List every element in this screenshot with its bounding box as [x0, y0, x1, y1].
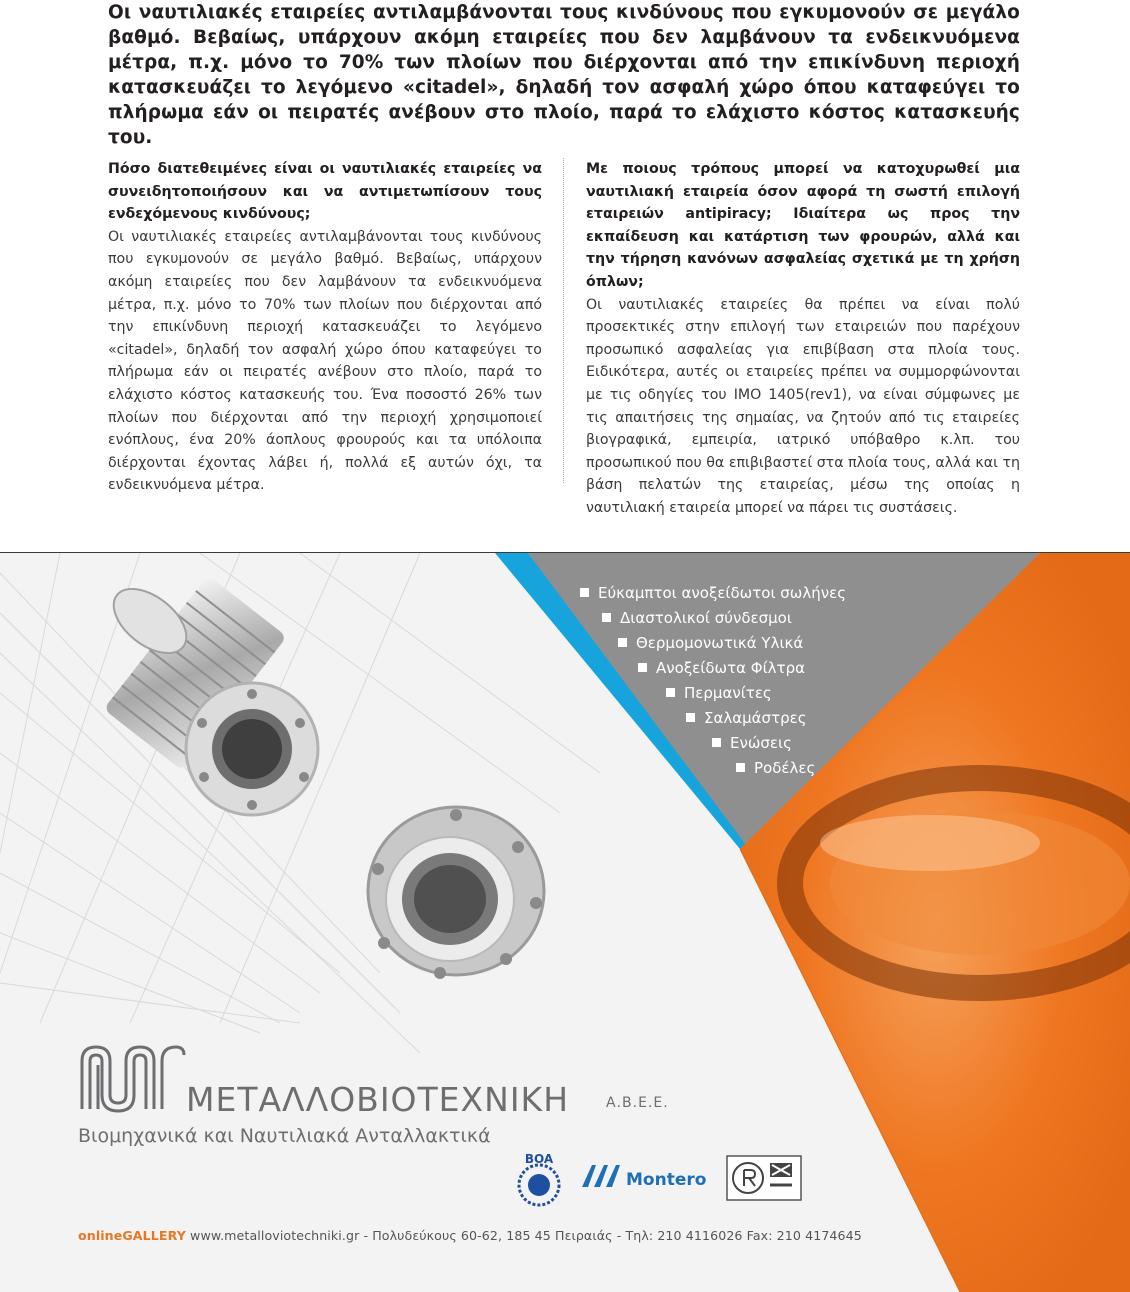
right-column: [586, 158, 1020, 520]
product-list: [0, 553, 1130, 793]
left-column: [108, 158, 542, 497]
product-item: Σαλαμάστρες: [686, 708, 807, 728]
bullet-icon: [580, 588, 589, 597]
svg-text:BOA: BOA: [524, 1152, 554, 1166]
bullet-icon: [618, 638, 627, 647]
column-divider: [563, 158, 564, 483]
product-item: Ανοξείδωτα Φίλτρα: [638, 658, 805, 678]
product-item: Διαστολικοί σύνδεσμοι: [602, 608, 792, 628]
bullet-icon: [638, 663, 647, 672]
montero-label: Montero: [626, 1170, 707, 1190]
footer-gallery: onlineGALLERY: [78, 1228, 186, 1243]
bullet-icon: [712, 738, 721, 747]
advertisement: [0, 552, 1130, 1292]
left-answer: Οι ναυτιλιακές εταιρείες αντιλαμβάνονται τους κινδύνους που εγκυμονούν σε μεγάλο βαθμό. Βεβαίως, υπάρχουν ακόμη εταιρείες που δεν λαμβάνουν τα ενδεικνυόμενα μέτρα, π.χ. μόνο το 70% των πλοίων που διέρχονται από την επικίνδυνη περιοχή κατασκευάζει το λεγόμενο «citadel», δηλαδή τον ασφαλή χώρο όπου καταφεύγει το πλήρωμα εάν οι πειρατές ανέβουν στο πλοίο, παρά το ελάχιστο κόστος κατασκευής του. Ένα ποσοστό 26% των πλοίων που διέρχονται από την περιοχή χρησιμοποιεί ενόπλους, ένα 20% άοπλους φρουρούς και τα υπόλοιπα διέρχονται έχοντας λάβει ή, πολλά εξ αυτών όχι, τα ενδεικνυόμενα μέτρα.: [108, 228, 542, 494]
footer-contact: [78, 1228, 862, 1243]
bullet-icon: [602, 613, 611, 622]
intro-paragraph: Οι ναυτιλιακές εταιρείες αντιλαμβάνονται τους κινδύνους που εγκυμονούν σε μεγάλο βαθμό. Βεβαίως, υπάρχουν ακόμη εταιρείες που δεν λαμβάνουν τα ενδεικνυόμενα μέτρα, π.χ. μόνο το 70% των πλοίων που διέρχονται από την επικίνδυνη περιοχή κατασκευάζει το λεγόμενο «citadel», δηλαδή τον ασφαλή χώρο όπου καταφεύγει το πλήρωμα εάν οι πειρατές ανέβουν στο πλοίο, παρά το ελάχιστο κόστος κατασκευής του.: [108, 2, 1020, 148]
left-question: Πόσο διατεθειμένες είναι οι ναυτιλιακές εταιρείες να συνειδητοποιήσουν και να αντιμετωπίσουν τους ενδεχόμενους κινδύνους;: [108, 161, 542, 223]
product-item: Ενώσεις: [712, 733, 792, 753]
bullet-icon: [736, 763, 745, 772]
boa-logo-icon: [516, 1151, 562, 1207]
brand-tagline: Βιομηχανικά και Ναυτιλιακά Ανταλλακτικά: [78, 1125, 491, 1147]
footer-address: www.metalloviotechniki.gr - Πολυδεύκους 60-62, 185 45 Πειραιάς - Τηλ: 210 4116026 Fax: 210 4174645: [185, 1228, 862, 1243]
certification-icon: [726, 1155, 802, 1201]
product-item: Εύκαμπτοι ανοξείδωτοι σωλήνες: [580, 583, 846, 603]
right-question: Με ποιους τρόπους μπορεί να κατοχυρωθεί μια ναυτιλιακή εταιρεία όσον αφορά τη σωστή επιλογή εταιρειών antipiracy; Ιδιαίτερα ως προς την εκπαίδευση και κατάρτιση των φρουρών, αλλά και την τήρηση κανόνων ασφαλείας σχετικά με τη χρήση όπλων;: [586, 161, 1020, 290]
bullet-icon: [666, 688, 675, 697]
brand-suffix: Α.Β.Ε.Ε.: [606, 1095, 669, 1111]
product-item: Ροδέλες: [736, 758, 815, 778]
brand-name: ΜΕΤΑΛΛΟΒΙΟΤΕΧΝΙΚΗ: [186, 1080, 570, 1119]
product-item: Θερμομονωτικά Υλικά: [618, 633, 803, 653]
product-item: Περμανίτες: [666, 683, 772, 703]
bullet-icon: [686, 713, 695, 722]
expansion-joint-image: [368, 807, 544, 979]
right-answer: Οι ναυτιλιακές εταιρείες θα πρέπει να είναι πολύ προσεκτικές στην επιλογή των εταιρειών που παρέχουν προσωπικό ασφαλείας για επιβίβαση στα πλοία τους. Ειδικότερα, αυτές οι εταιρείες πρέπει να συμμορφώνονται με τις οδηγίες του IMO 1405(rev1), να είναι σύμφωνες με τις απαιτήσεις της σημαίας, να ζητούν από τις εταιρείες βιογραφικά, εμπειρία, ιατρικό υπόβαθρο κ.λπ. του προσωπικού που θα επιβιβαστεί στα πλοία τους, αλλά και τη βάση πελατών της εταιρείας, μέσω της οποίας η ναυτιλιακή εταιρεία μπορεί να πάρει τις συστάσεις.: [586, 296, 1020, 516]
